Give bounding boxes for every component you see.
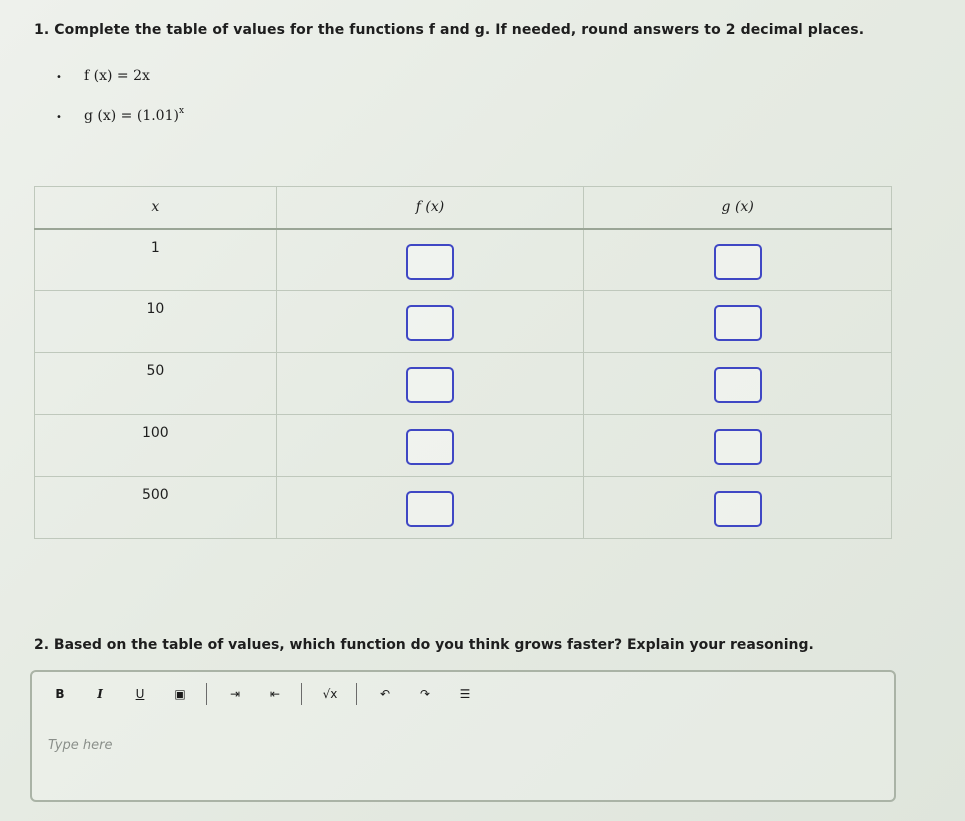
function-g-expression: g (x) = (1.01) <box>84 108 179 124</box>
function-f-definition <box>56 68 150 84</box>
x-value: 100 <box>35 415 277 477</box>
indent-decrease-icon[interactable]: ⇤ <box>269 687 281 701</box>
bullet: • <box>56 72 62 83</box>
image-icon[interactable]: ▣ <box>174 687 186 701</box>
header-g: g (x) <box>584 187 892 229</box>
values-table <box>34 186 892 539</box>
f-answer-input[interactable] <box>406 491 454 527</box>
editor-placeholder[interactable]: Type here <box>48 738 113 753</box>
bullet: • <box>56 112 62 123</box>
f-answer-cell <box>276 353 584 415</box>
redo-icon[interactable]: ↷ <box>419 687 431 701</box>
table-row <box>35 415 892 477</box>
bold-button[interactable]: B <box>55 687 65 701</box>
undo-icon[interactable]: ↶ <box>379 687 391 701</box>
f-answer-input[interactable] <box>406 305 454 341</box>
f-answer-cell <box>276 415 584 477</box>
header-x: x <box>35 187 277 229</box>
sqrt-icon[interactable]: √x <box>322 687 338 701</box>
f-answer-cell <box>276 477 584 539</box>
toolbar-separator <box>206 683 207 705</box>
g-answer-cell <box>584 415 892 477</box>
indent-increase-icon[interactable]: ⇥ <box>229 687 241 701</box>
function-g-definition <box>56 108 184 124</box>
table-row <box>35 477 892 539</box>
table-header-row <box>35 187 892 229</box>
x-value: 50 <box>35 353 277 415</box>
function-g-exponent: x <box>178 106 185 116</box>
table-row <box>35 291 892 353</box>
g-answer-cell <box>584 477 892 539</box>
g-answer-cell <box>584 229 892 291</box>
g-answer-input[interactable] <box>714 244 762 280</box>
f-answer-input[interactable] <box>406 367 454 403</box>
list-icon[interactable]: ☰ <box>459 687 471 701</box>
response-editor[interactable] <box>30 670 896 802</box>
table-row <box>35 229 892 291</box>
table-row <box>35 353 892 415</box>
editor-toolbar <box>46 682 491 706</box>
f-answer-input[interactable] <box>406 429 454 465</box>
function-f-expression: f (x) = 2x <box>84 68 150 84</box>
g-answer-input[interactable] <box>714 491 762 527</box>
toolbar-separator <box>356 683 357 705</box>
f-answer-cell <box>276 229 584 291</box>
g-answer-input[interactable] <box>714 305 762 341</box>
g-answer-input[interactable] <box>714 429 762 465</box>
x-value: 10 <box>35 291 277 353</box>
header-f: f (x) <box>276 187 584 229</box>
toolbar-separator <box>301 683 302 705</box>
x-value: 1 <box>35 229 277 291</box>
g-answer-input[interactable] <box>714 367 762 403</box>
f-answer-input[interactable] <box>406 244 454 280</box>
f-answer-cell <box>276 291 584 353</box>
g-answer-cell <box>584 291 892 353</box>
g-answer-cell <box>584 353 892 415</box>
question-2-prompt: 2. Based on the table of values, which function do you think grows faster? Explain your reasoning. <box>34 637 814 653</box>
x-value: 500 <box>35 477 277 539</box>
italic-button[interactable]: I <box>97 687 103 701</box>
question-1-prompt: 1. Complete the table of values for the functions f and g. If needed, round answers to 2 decimal places. <box>34 22 865 38</box>
underline-button[interactable]: U <box>135 687 145 701</box>
